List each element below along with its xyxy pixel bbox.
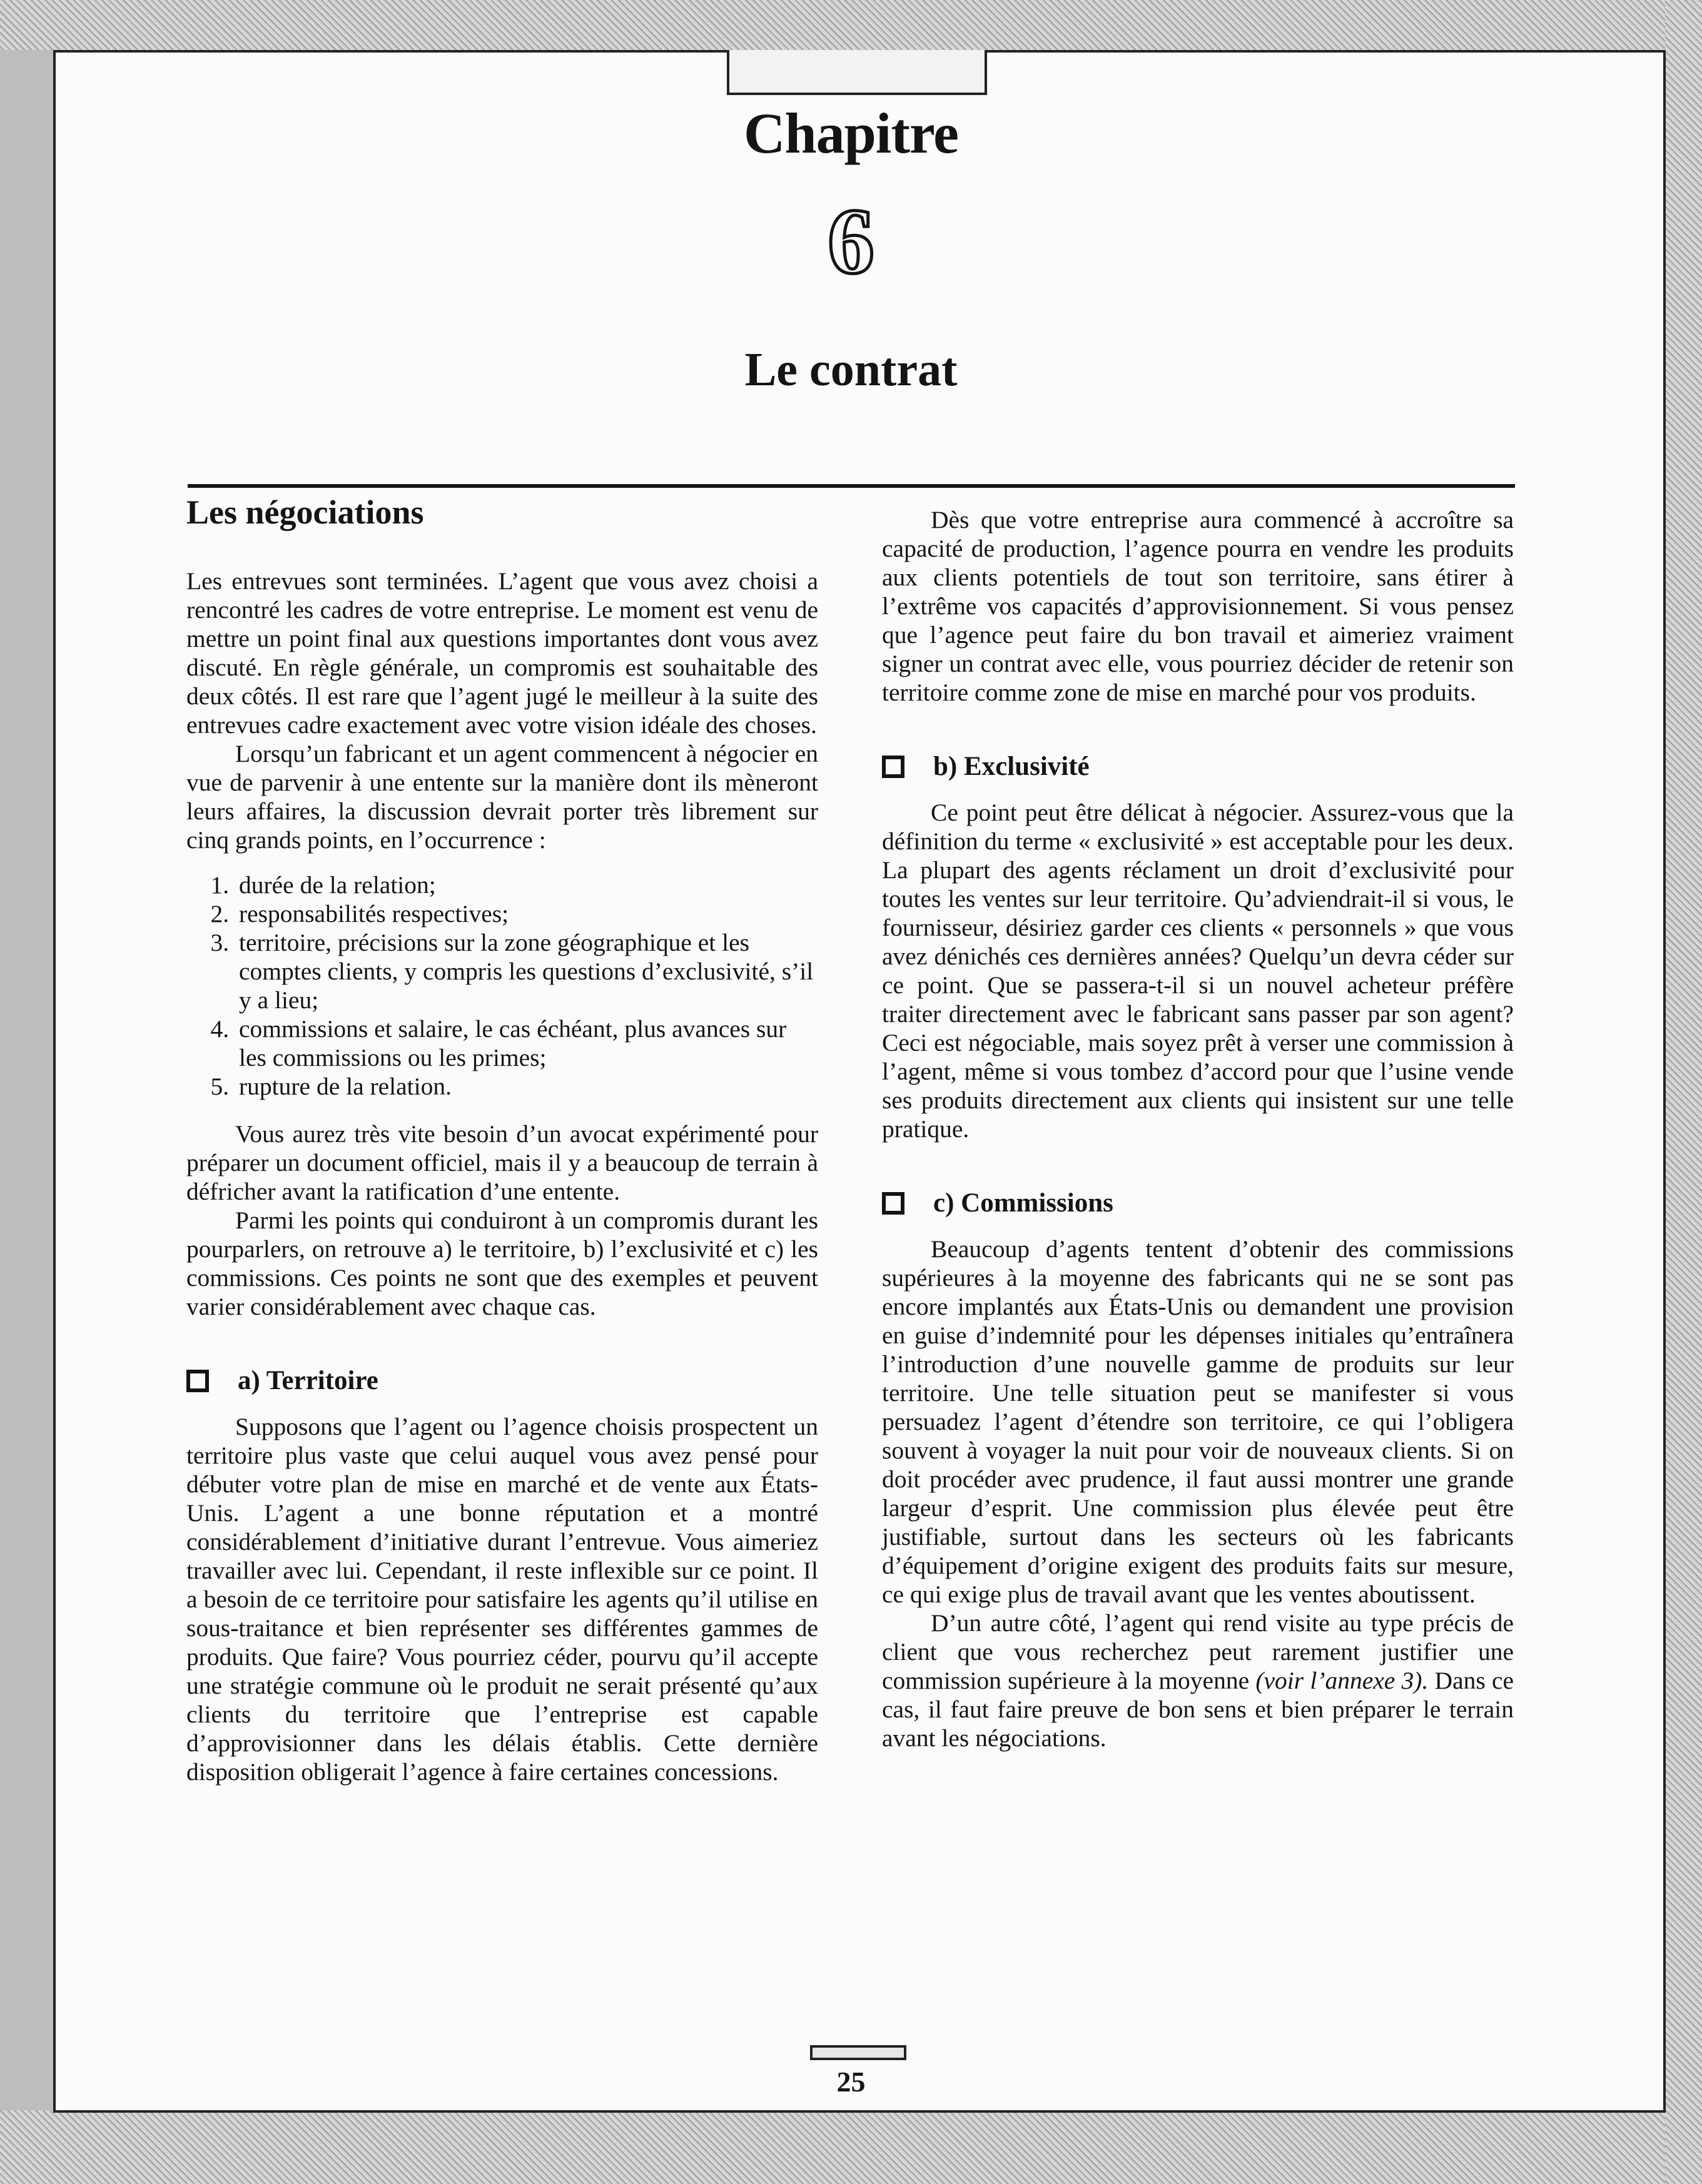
chapter-word: Chapitre [744, 101, 958, 165]
subheading-label: a) Territoire [238, 1366, 378, 1395]
right-column [882, 505, 1514, 1752]
scan-edge-right [1665, 0, 1702, 2184]
list-item: 4. commissions et salaire, le cas échéant, plus avances sur les commissions ou les primes; [235, 1014, 818, 1072]
subheading-territoire [186, 1365, 818, 1397]
paragraph: Vous aurez très vite besoin d’un avocat expérimenté pour préparer un document officiel, mais il y a beaucoup de terrain à défricher avant la ratification d’une entente. [186, 1120, 818, 1205]
page-number: 25 [836, 2066, 866, 2098]
section-rule [188, 484, 1515, 488]
checkbox-square-icon [882, 756, 904, 778]
list-item: 1. durée de la relation; [235, 871, 818, 899]
text-segment: D’un autre côté, l’agent qui rend visite au type précis de client que vous recherchez peut rarement justifier une commission supérieure à la moyenne [882, 1609, 1514, 1694]
left-column [186, 490, 818, 1786]
chapter-tab [727, 50, 987, 95]
checkbox-square-icon [186, 1370, 209, 1392]
paragraph: Beaucoup d’agents tentent d’obtenir des commissions supérieures à la moyenne des fabricants qui ne se sont pas encore implantés aux États-Unis ou demandent une provision en guise d’indemnité pour les dépenses initiales qu’entraînera l’introduction d’une nouvelle gamme de produits sur leur territoire. Une telle situation peut se manifester si vous persuadez l’agent d’étendre son territoire, ce qui l’obligera souvent à voyager la nuit pour voir de nouveaux clients. Si on doit procéder avec prudence, il faut aussi montrer une grande largeur d’esprit. Une commission plus élevée peut être justifiable, surtout dans les secteurs où les fabricants d’équipement d’origine exigent des produits faits sur mesure, ce qui exige plus de travail avant que les ventes aboutissent. [882, 1235, 1514, 1608]
paragraph: Parmi les points qui conduiront à un compromis durant les pourparlers, on retrouve a) le territoire, b) l’exclusivité et c) les commissions. Ces points ne sont que des exemples et peuvent varier considérablement avec chaque cas. [186, 1206, 818, 1320]
paragraph: Dès que votre entreprise aura commencé à accroître sa capacité de production, l’agence pourra en vendre les produits aux clients potentiels de tout son territoire, sans étirer à l’extrême vos capacités d’approvisionnement. Si vous pensez que l’agence peut faire du bon travail et aimeriez vraiment signer un contrat avec elle, vous pourriez décider de retenir son territoire comme zone de mise en marché pour vos produits. [882, 506, 1514, 706]
footer-bar [810, 2045, 906, 2060]
subheading-commissions [882, 1187, 1514, 1220]
checkbox-square-icon [882, 1192, 904, 1215]
section-heading-negociations: Les négociations [186, 493, 424, 531]
text-segment: Dans ce cas, il faut faire preuve de bon sens et bien préparer le terrain avant les négociations. [882, 1667, 1514, 1752]
chapter-number: 6 [828, 190, 874, 293]
intro-paragraph: Les entrevues sont terminées. L’agent que vous avez choisi a rencontré les cadres de votre entreprise. Le moment est venu de mettre un point final aux questions importantes dont vous avez discuté. En règle générale, un compromis est souhaitable des deux côtés. Il est rare que l’agent jugé le meilleur à la suite des entrevues cadre exactement avec votre vision idéale des choses. [186, 567, 818, 739]
list-item: 5. rupture de la relation. [235, 1072, 818, 1101]
scan-edge-bottom [0, 2110, 1702, 2184]
paragraph [882, 1609, 1514, 1752]
list-item: 3. territoire, précisions sur la zone géographique et les comptes clients, y compris les questions d’exclusivité, s’il y a lieu; [235, 928, 818, 1014]
annex-reference: (voir l’annexe 3). [1255, 1667, 1429, 1694]
paragraph: Supposons que l’agent ou l’agence choisis prospectent un territoire plus vaste que celui auquel vous avez pensé pour débuter votre plan de mise en marché et de vente aux États-Unis. L’agent a une bonne réputation et a montré considérablement d’initiative durant l’entrevue. Vous aimeriez travailler avec lui. Cependant, il reste inflexible sur ce point. Il a besoin de ce territoire pour satisfaire les agents qu’il utilise en sous-traitance et bien représenter ses différentes gammes de produits. Que faire? Vous pourriez céder, pourvu qu’il accepte une stratégie commune où le produit ne serait présenté qu’aux clients du territoire que l’entreprise est capable d’approvisionner dans les délais établis. Cette dernière disposition obligerait l’agence à faire certaines concessions. [186, 1413, 818, 1786]
list-item: 2. responsabilités respectives; [235, 899, 818, 928]
subheading-exclusivite [882, 751, 1514, 783]
paragraph: Lorsqu’un fabricant et un agent commencent à négocier en vue de parvenir à une entente sur la manière dont ils mèneront leurs affaires, la discussion devrait porter très librement sur cinq grands points, en l’occurrence : [186, 740, 818, 854]
points-list [186, 871, 818, 1101]
subheading-label: b) Exclusivité [933, 752, 1090, 781]
subheading-label: c) Commissions [933, 1188, 1113, 1218]
scan-edge-top [0, 0, 1702, 50]
chapter-title: Le contrat [744, 343, 958, 396]
paragraph: Ce point peut être délicat à négocier. Assurez-vous que la définition du terme « exclusivité » est acceptable pour les deux. La plupart des agents réclament un droit d’exclusivité pour toutes les ventes sur leur territoire. Qu’adviendrait-il si vous, le fournisseur, désiriez garder ces clients « personnels » que vous avez dénichés ces dernières années? Quelqu’un devra céder sur ce point. Que se passera-t-il si un nouvel acheteur préfère traiter directement avec le fabricant sans passer par son agent? Ceci est négociable, mais soyez prêt à verser une commission à l’agent, même si vous tombez d’accord pour que l’usine vende ses produits directement aux clients qui insistent sur une telle pratique. [882, 799, 1514, 1143]
